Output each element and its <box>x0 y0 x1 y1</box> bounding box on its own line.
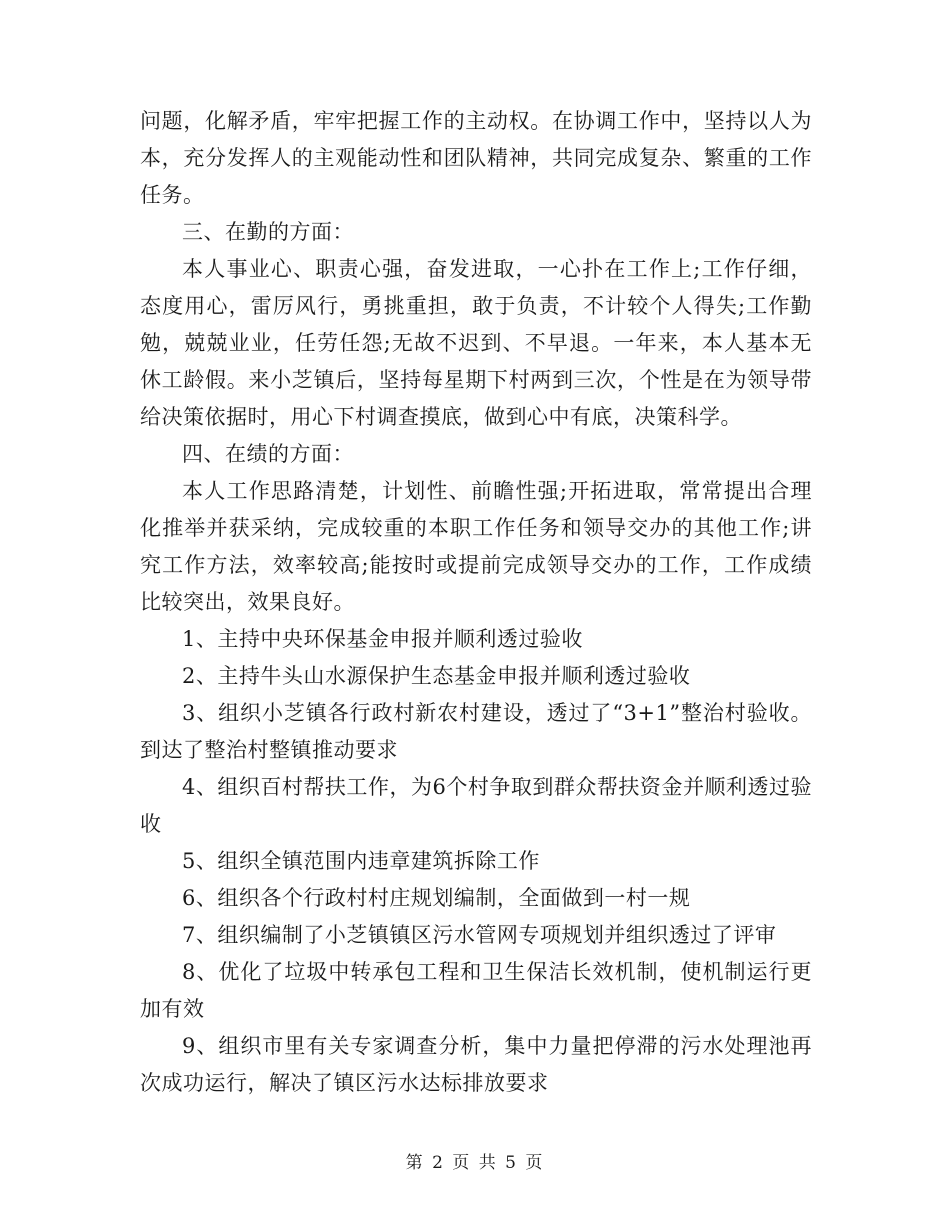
page-number-footer: 第 2 页 共 5 页 <box>405 1153 545 1173</box>
document-body <box>140 103 812 1102</box>
list-item: 8、优化了垃圾中转承包工程和卫生保洁长效机制，使机制运行更加有效 <box>140 960 812 1021</box>
paragraph-continuation: 问题，化解矛盾，牢牢把握工作的主动权。在协调工作中，坚持以人为本，充分发挥人的主观能动性和团队精神，共同完成复杂、繁重的工作任务。 <box>140 109 812 207</box>
list-item: 3、组织小芝镇各行政村新农村建设，透过了“3+1”整治村验收。到达了整治村整镇推动要求 <box>140 701 812 762</box>
list-item: 9、组织市里有关专家调查分析，集中力量把停滞的污水处理池再次成功运行，解决了镇区污水达标排放要求 <box>140 1034 812 1095</box>
paragraph-diligence: 本人事业心、职责心强，奋发进取，一心扑在工作上;工作仔细，态度用心，雷厉风行，勇挑重担，敢于负责，不计较个人得失;工作勤勉，兢兢业业，任劳任怨;无故不迟到、不早退。一年来，本人基本无休工龄假。来小芝镇后，坚持每星期下村两到三次，个性是在为领导带给决策依据时，用心下村调查摸底，做到心中有底，决策科学。 <box>140 257 812 429</box>
list-item: 1、主持中央环保基金申报并顺利透过验收 <box>182 627 583 651</box>
section-heading-achievements: 四、在绩的方面： <box>182 442 354 466</box>
list-item: 5、组织全镇范围内违章建筑拆除工作 <box>182 849 540 873</box>
list-item: 6、组织各个行政村村庄规划编制，全面做到一村一规 <box>182 886 691 910</box>
list-item: 7、组织编制了小芝镇镇区污水管网专项规划并组织透过了评审 <box>182 923 777 947</box>
section-heading-diligence: 三、在勤的方面： <box>182 220 354 244</box>
list-item: 4、组织百村帮扶工作，为6个村争取到群众帮扶资金并顺利透过验收 <box>140 775 812 836</box>
paragraph-achievements: 本人工作思路清楚，计划性、前瞻性强;开拓进取，常常提出合理化推举并获采纳，完成较重的本职工作任务和领导交办的其他工作;讲究工作方法，效率较高;能按时或提前完成领导交办的工作，工作成绩比较突出，效果良好。 <box>140 479 812 614</box>
list-item: 2、主持牛头山水源保护生态基金申报并顺利透过验收 <box>182 664 691 688</box>
